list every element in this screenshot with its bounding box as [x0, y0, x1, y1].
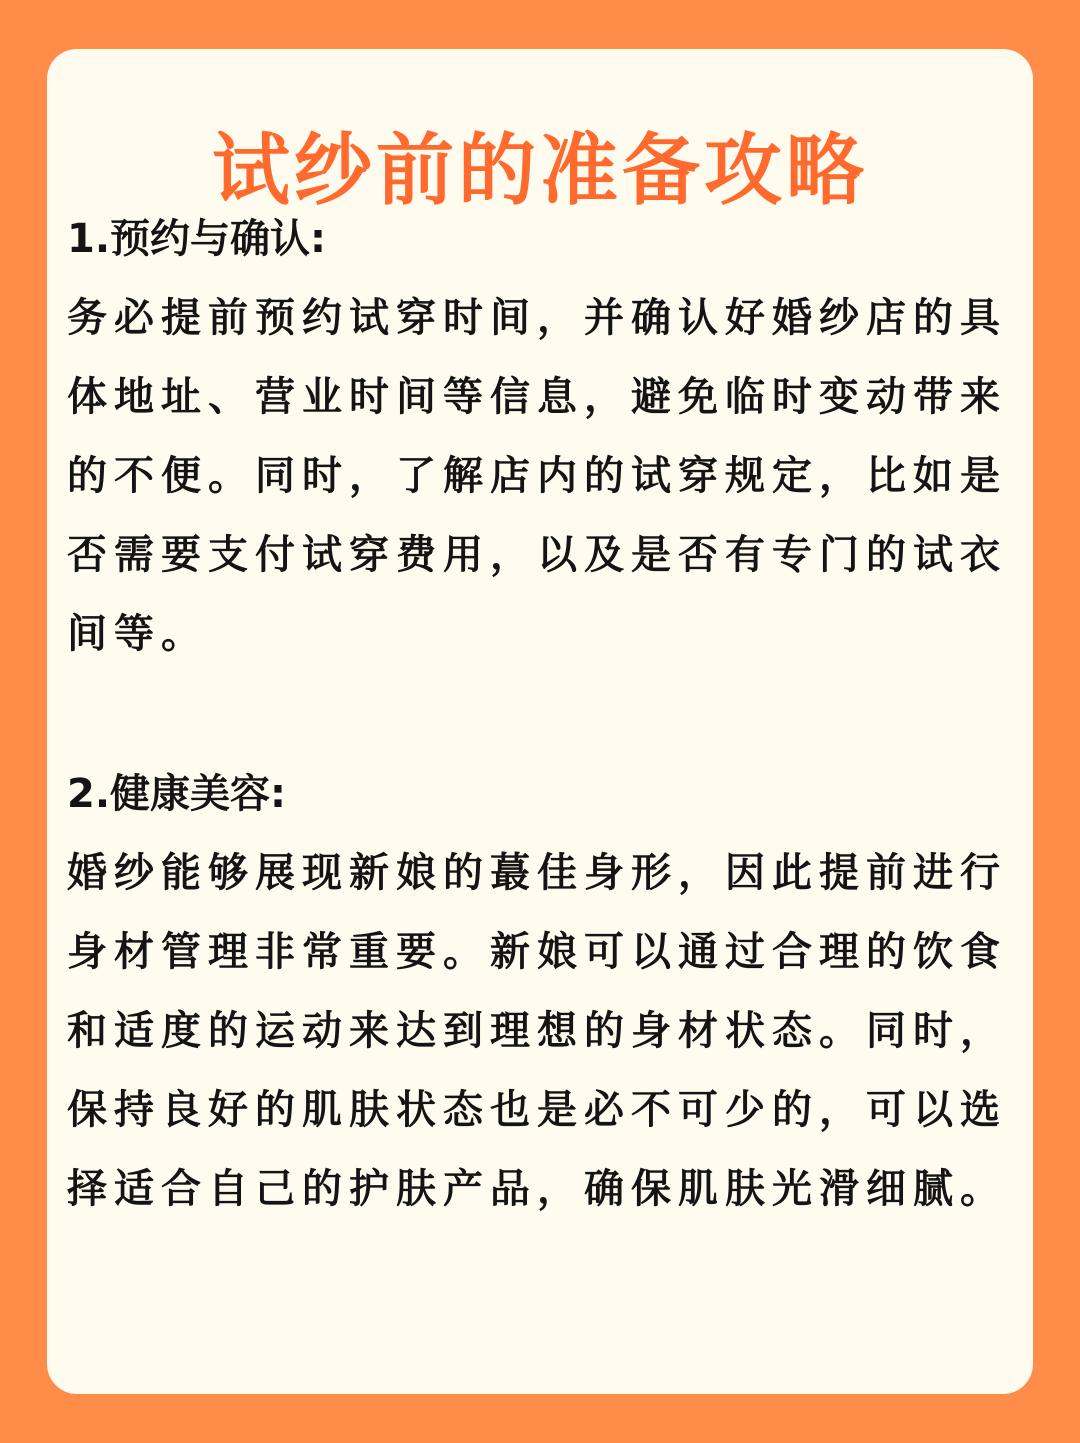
page-title: 试纱前的准备攻略 — [211, 126, 868, 216]
section-appointment — [67, 199, 1013, 674]
section-heading: 2.健康美容: — [67, 771, 287, 817]
section-body: 婚纱能够展现新娘的蕞佳身形，因此提前进行身材管理非常重要。新娘可以通过合理的饮食和适度的运动来达到理想的身材状态。同时，保持良好的肌肤状态也是必不可少的，可以选择适合自己的护肤产品，确保肌肤光滑细腻。 — [67, 850, 1007, 1212]
content-card — [47, 49, 1033, 1394]
section-health-beauty — [67, 754, 1013, 1229]
section-body: 务必提前预约试穿时间，并确认好婚纱店的具体地址、营业时间等信息，避免临时变动带来的不便。同时，了解店内的试穿规定，比如是否需要支付试穿费用，以及是否有专门的试衣间等。 — [67, 295, 1007, 657]
section-heading: 1.预约与确认: — [67, 216, 327, 262]
